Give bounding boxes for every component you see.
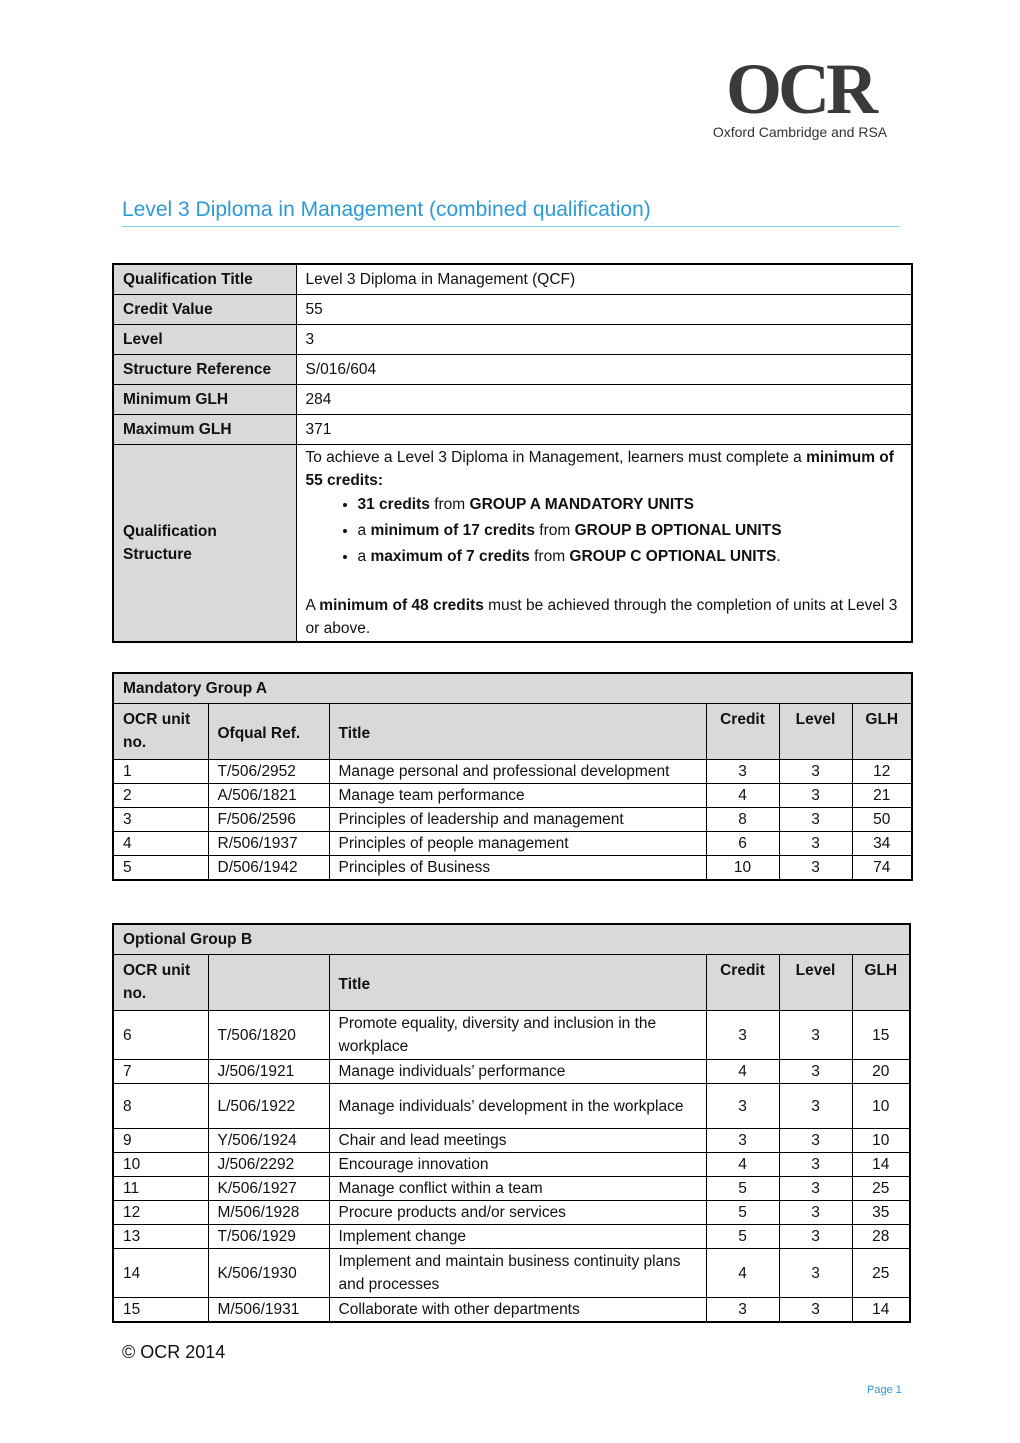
unit-title-cell: Implement and maintain business continuity plans and processes xyxy=(329,1249,706,1298)
structure-row xyxy=(113,445,912,643)
column-header-row xyxy=(113,955,910,1011)
structure-bullet xyxy=(358,492,903,518)
level-cell: 3 xyxy=(779,1060,852,1084)
unit-no-cell: 11 xyxy=(113,1177,208,1201)
table-row xyxy=(113,808,912,832)
bullet-mid: from xyxy=(429,496,470,513)
ofqual-ref-cell: M/506/1931 xyxy=(208,1298,329,1323)
glh-cell: 35 xyxy=(852,1201,910,1225)
summary-row xyxy=(113,385,912,415)
page-title: Level 3 Diploma in Management (combined qualification) xyxy=(122,198,900,227)
structure-label: Qualification Structure xyxy=(113,445,296,643)
unit-title-cell: Principles of people management xyxy=(329,832,706,856)
summary-table xyxy=(112,263,913,643)
glh-cell: 74 xyxy=(852,856,912,881)
unit-no-cell: 10 xyxy=(113,1153,208,1177)
column-header: OCR unit no. xyxy=(113,704,208,760)
unit-no-cell: 2 xyxy=(113,784,208,808)
bullet-mid: from xyxy=(534,522,575,539)
unit-title-cell: Principles of leadership and management xyxy=(329,808,706,832)
structure-bullet xyxy=(358,544,903,570)
summary-value: 3 xyxy=(296,325,912,355)
ofqual-ref-cell: J/506/2292 xyxy=(208,1153,329,1177)
level-cell: 3 xyxy=(779,832,852,856)
summary-label: Credit Value xyxy=(113,295,296,325)
ofqual-ref-cell: K/506/1930 xyxy=(208,1249,329,1298)
glh-cell: 12 xyxy=(852,760,912,784)
credit-cell: 8 xyxy=(706,808,779,832)
credit-cell: 3 xyxy=(706,760,779,784)
credit-cell: 5 xyxy=(706,1177,779,1201)
ofqual-ref-cell: J/506/1921 xyxy=(208,1060,329,1084)
table-row xyxy=(113,1201,910,1225)
unit-title-cell: Collaborate with other departments xyxy=(329,1298,706,1323)
copyright: © OCR 2014 xyxy=(122,1342,226,1362)
structure-text xyxy=(296,445,912,643)
level-cell: 3 xyxy=(779,1177,852,1201)
summary-row xyxy=(113,325,912,355)
glh-cell: 34 xyxy=(852,832,912,856)
column-header: Credit xyxy=(706,704,779,760)
table-row xyxy=(113,1177,910,1201)
level-cell: 3 xyxy=(779,760,852,784)
group-heading: Mandatory Group A xyxy=(113,673,912,704)
outro-post: must be achieved through the completion of units at Level 3 or above. xyxy=(305,597,898,637)
table-row xyxy=(113,1153,910,1177)
bullet-group: GROUP A MANDATORY UNITS xyxy=(469,496,694,513)
structure-intro: To achieve a Level 3 Diploma in Management, learners must complete a xyxy=(305,449,807,466)
glh-cell: 20 xyxy=(852,1060,910,1084)
column-header: GLH xyxy=(852,955,910,1011)
unit-title-cell: Promote equality, diversity and inclusion in the workplace xyxy=(329,1011,706,1060)
ofqual-ref-cell: Y/506/1924 xyxy=(208,1129,329,1153)
column-header: Title xyxy=(329,955,706,1011)
glh-cell: 14 xyxy=(852,1153,910,1177)
bullet-pre: a xyxy=(357,548,371,565)
credit-cell: 6 xyxy=(706,832,779,856)
bullet-credits: minimum of 17 credits xyxy=(370,522,535,539)
summary-label: Qualification Title xyxy=(113,264,296,295)
level-cell: 3 xyxy=(779,856,852,881)
group-b-table xyxy=(112,923,911,1323)
table-row xyxy=(113,1011,910,1060)
ofqual-ref-cell: F/506/2596 xyxy=(208,808,329,832)
credit-cell: 4 xyxy=(706,1249,779,1298)
unit-title-cell: Manage individuals’ performance xyxy=(329,1060,706,1084)
credit-cell: 5 xyxy=(706,1225,779,1249)
column-header-row xyxy=(113,704,912,760)
logo-mark: OCR xyxy=(726,49,874,129)
outro-pre: A xyxy=(305,597,320,614)
credit-cell: 4 xyxy=(706,1153,779,1177)
unit-no-cell: 7 xyxy=(113,1060,208,1084)
credit-cell: 4 xyxy=(706,1060,779,1084)
summary-value: S/016/604 xyxy=(296,355,912,385)
summary-row xyxy=(113,415,912,445)
bullet-group: GROUP B OPTIONAL UNITS xyxy=(574,522,782,539)
unit-no-cell: 14 xyxy=(113,1249,208,1298)
group-heading: Optional Group B xyxy=(113,924,910,955)
table-row xyxy=(113,784,912,808)
ofqual-ref-cell: M/506/1928 xyxy=(208,1201,329,1225)
glh-cell: 25 xyxy=(852,1177,910,1201)
bullet-mid: from xyxy=(529,548,570,565)
level-cell: 3 xyxy=(779,1249,852,1298)
glh-cell: 50 xyxy=(852,808,912,832)
unit-no-cell: 4 xyxy=(113,832,208,856)
credit-cell: 4 xyxy=(706,784,779,808)
unit-no-cell: 6 xyxy=(113,1011,208,1060)
ofqual-ref-cell: K/506/1927 xyxy=(208,1177,329,1201)
level-cell: 3 xyxy=(779,1011,852,1060)
level-cell: 3 xyxy=(779,1129,852,1153)
ofqual-ref-cell: T/506/1820 xyxy=(208,1011,329,1060)
ofqual-ref-cell: R/506/1937 xyxy=(208,832,329,856)
bullet-credits: 31 credits xyxy=(357,496,430,513)
level-cell: 3 xyxy=(779,1225,852,1249)
column-header: Level xyxy=(779,704,852,760)
unit-no-cell: 8 xyxy=(113,1084,208,1129)
glh-cell: 14 xyxy=(852,1298,910,1323)
table-row xyxy=(113,1084,910,1129)
summary-value: 371 xyxy=(296,415,912,445)
column-header xyxy=(208,955,329,1011)
bullet-post: . xyxy=(776,548,781,565)
unit-title-cell: Procure products and/or services xyxy=(329,1201,706,1225)
structure-intro-bold: minimum of 55 credits: xyxy=(305,449,894,489)
credit-cell: 3 xyxy=(706,1298,779,1323)
unit-title-cell: Manage individuals’ development in the workplace xyxy=(329,1084,706,1129)
unit-no-cell: 12 xyxy=(113,1201,208,1225)
unit-title-cell: Encourage innovation xyxy=(329,1153,706,1177)
structure-bullet xyxy=(358,518,903,544)
summary-value: 55 xyxy=(296,295,912,325)
ofqual-ref-cell: A/506/1821 xyxy=(208,784,329,808)
unit-title-cell: Chair and lead meetings xyxy=(329,1129,706,1153)
unit-no-cell: 15 xyxy=(113,1298,208,1323)
table-row xyxy=(113,856,912,881)
group-a-table xyxy=(112,672,913,881)
glh-cell: 21 xyxy=(852,784,912,808)
table-row xyxy=(113,1060,910,1084)
bullet-pre: a xyxy=(357,522,371,539)
summary-label: Maximum GLH xyxy=(113,415,296,445)
unit-title-cell: Principles of Business xyxy=(329,856,706,881)
credit-cell: 5 xyxy=(706,1201,779,1225)
glh-cell: 28 xyxy=(852,1225,910,1249)
unit-title-cell: Manage team performance xyxy=(329,784,706,808)
outro-bold: minimum of 48 credits xyxy=(319,597,484,614)
column-header: Ofqual Ref. xyxy=(208,704,329,760)
glh-cell: 15 xyxy=(852,1011,910,1060)
column-header: GLH xyxy=(852,704,912,760)
glh-cell: 10 xyxy=(852,1129,910,1153)
credit-cell: 3 xyxy=(706,1011,779,1060)
bullet-credits: maximum of 7 credits xyxy=(370,548,530,565)
column-header: Credit xyxy=(706,955,779,1011)
unit-no-cell: 5 xyxy=(113,856,208,881)
table-row xyxy=(113,1225,910,1249)
unit-no-cell: 13 xyxy=(113,1225,208,1249)
unit-title-cell: Manage conflict within a team xyxy=(329,1177,706,1201)
page-number: Page 1 xyxy=(867,1384,902,1396)
credit-cell: 10 xyxy=(706,856,779,881)
bullet-group: GROUP C OPTIONAL UNITS xyxy=(569,548,777,565)
ocr-logo xyxy=(700,49,900,140)
ofqual-ref-cell: D/506/1942 xyxy=(208,856,329,881)
column-header: Title xyxy=(329,704,706,760)
summary-label: Level xyxy=(113,325,296,355)
table-row xyxy=(113,1129,910,1153)
glh-cell: 25 xyxy=(852,1249,910,1298)
level-cell: 3 xyxy=(779,1298,852,1323)
summary-row xyxy=(113,355,912,385)
table-row xyxy=(113,1298,910,1323)
unit-title-cell: Manage personal and professional development xyxy=(329,760,706,784)
ofqual-ref-cell: T/506/1929 xyxy=(208,1225,329,1249)
table-row xyxy=(113,1249,910,1298)
unit-no-cell: 1 xyxy=(113,760,208,784)
ofqual-ref-cell: T/506/2952 xyxy=(208,760,329,784)
glh-cell: 10 xyxy=(852,1084,910,1129)
logo-tagline: Oxford Cambridge and RSA xyxy=(712,124,888,140)
credit-cell: 3 xyxy=(706,1129,779,1153)
table-row xyxy=(113,760,912,784)
summary-label: Minimum GLH xyxy=(113,385,296,415)
ofqual-ref-cell: L/506/1922 xyxy=(208,1084,329,1129)
column-header: Level xyxy=(779,955,852,1011)
level-cell: 3 xyxy=(779,1153,852,1177)
summary-row xyxy=(113,295,912,325)
level-cell: 3 xyxy=(779,1201,852,1225)
unit-no-cell: 3 xyxy=(113,808,208,832)
credit-cell: 3 xyxy=(706,1084,779,1129)
summary-value: Level 3 Diploma in Management (QCF) xyxy=(296,264,912,295)
unit-no-cell: 9 xyxy=(113,1129,208,1153)
unit-title-cell: Implement change xyxy=(329,1225,706,1249)
column-header: OCR unit no. xyxy=(113,955,208,1011)
table-row xyxy=(113,832,912,856)
level-cell: 3 xyxy=(779,808,852,832)
level-cell: 3 xyxy=(779,784,852,808)
level-cell: 3 xyxy=(779,1084,852,1129)
summary-value: 284 xyxy=(296,385,912,415)
summary-row xyxy=(113,264,912,295)
summary-label: Structure Reference xyxy=(113,355,296,385)
